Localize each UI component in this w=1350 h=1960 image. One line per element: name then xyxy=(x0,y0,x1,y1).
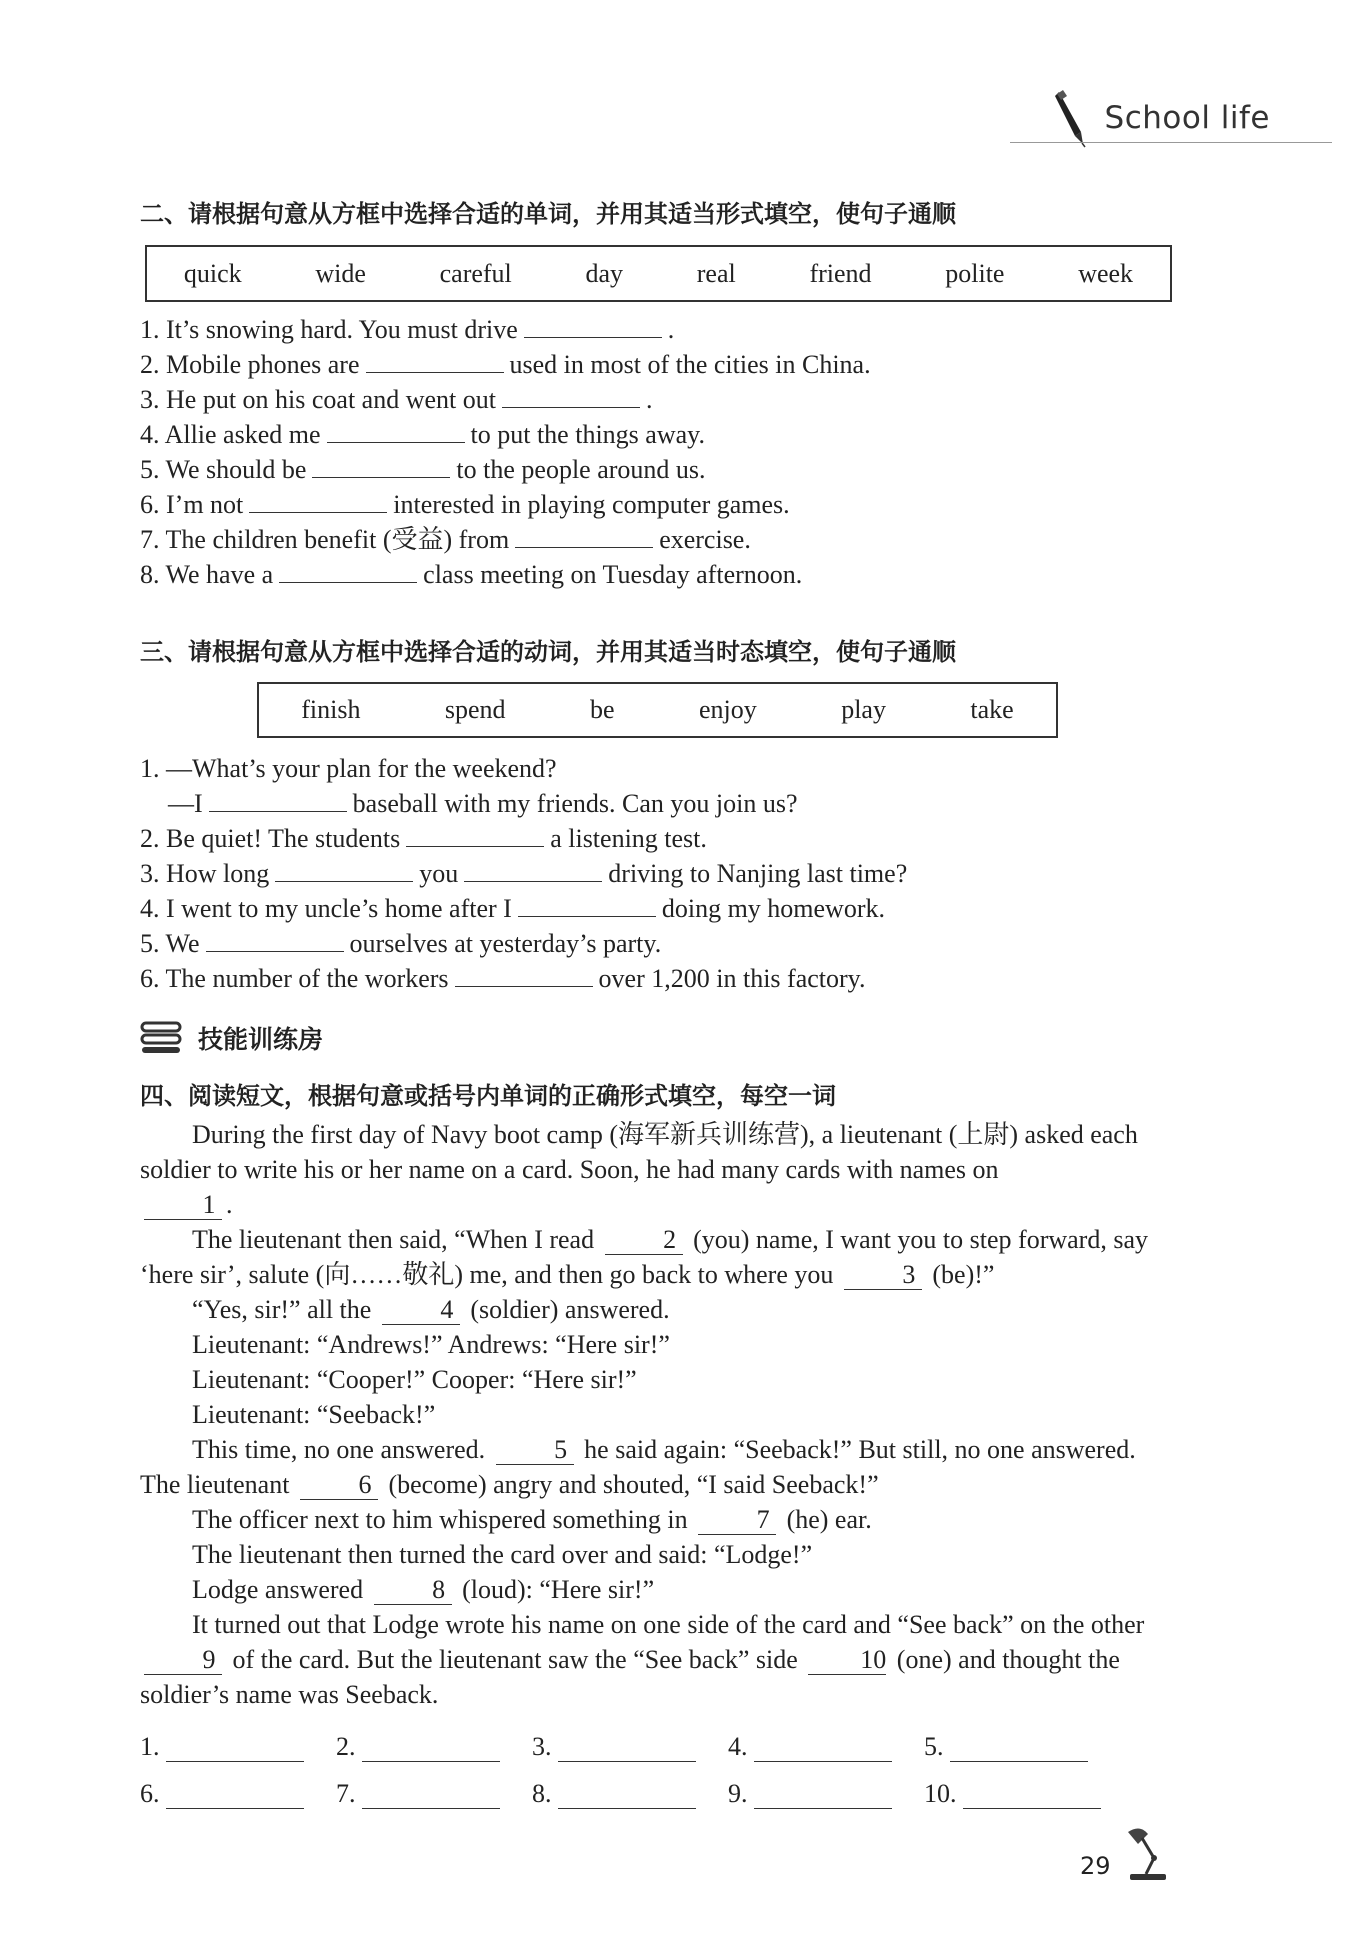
answer-number: 4. xyxy=(728,1732,748,1761)
question-text: 2. Mobile phones are xyxy=(140,350,360,379)
answer-blank[interactable] xyxy=(950,1737,1088,1762)
passage-text: (loud): “Here sir!” xyxy=(462,1575,655,1604)
question-text: —I xyxy=(168,789,203,818)
numbered-blank: 6 xyxy=(300,1471,378,1500)
passage-text: “Yes, sir!” all the xyxy=(192,1295,372,1324)
question-text: 1. —What’s your plan for the weekend? xyxy=(140,754,557,783)
answer-blank[interactable] xyxy=(455,962,593,987)
question-line xyxy=(140,382,1190,417)
answer-slot xyxy=(140,1779,336,1809)
passage-text: During the first day of Navy boot camp (海军新兵训练营), a lieutenant (上尉) asked each soldier to write his or her name on a card. Soon, he had many cards with names on xyxy=(140,1120,1138,1184)
question-text: 3. How long xyxy=(140,859,270,888)
word-box-item: real xyxy=(696,258,736,288)
question-line xyxy=(140,347,1190,382)
question-line xyxy=(140,751,1190,786)
question-text: class meeting on Tuesday afternoon. xyxy=(423,560,803,589)
answer-slot xyxy=(532,1779,728,1809)
numbered-blank: 3 xyxy=(844,1261,922,1290)
answer-row xyxy=(140,1715,1140,1762)
answer-blank[interactable] xyxy=(362,1737,500,1762)
question-text: 2. Be quiet! The students xyxy=(140,824,401,853)
answer-slot xyxy=(728,1732,924,1762)
passage-text: he said again: “Seeback!” But still, no one answered. The lieutenant xyxy=(140,1435,1136,1499)
passage-text: It turned out that Lodge wrote his name on one side of the card and “See back” on the other xyxy=(192,1610,1145,1639)
word-box-item: quick xyxy=(183,258,242,288)
answer-number: 5. xyxy=(924,1732,944,1761)
answer-blank[interactable] xyxy=(362,1784,500,1809)
question-text: . xyxy=(667,315,675,344)
question-text: you xyxy=(419,859,459,888)
answer-blank[interactable] xyxy=(327,418,465,443)
word-box-item: careful xyxy=(439,258,512,288)
section2-word-box xyxy=(145,245,1172,302)
header-rule xyxy=(1010,142,1332,143)
answer-blank[interactable] xyxy=(558,1784,696,1809)
header-title: School life xyxy=(1104,100,1270,136)
answer-slot xyxy=(924,1779,1120,1809)
answer-number: 1. xyxy=(140,1732,160,1761)
question-text: a listening test. xyxy=(550,824,707,853)
word-box-item: wide xyxy=(315,258,366,288)
question-text: 4. Allie asked me xyxy=(140,420,321,449)
word-box-item: take xyxy=(970,695,1014,724)
question-text: driving to Nanjing last time? xyxy=(608,859,908,888)
practice-icon xyxy=(140,1021,184,1055)
question-text: . xyxy=(646,385,653,414)
passage-paragraph xyxy=(140,1572,1170,1607)
passage-paragraph: Lieutenant: “Seeback!” xyxy=(192,1400,436,1429)
passage-paragraph: Lieutenant: “Cooper!” Cooper: “Here sir!” xyxy=(192,1365,637,1394)
answer-grid xyxy=(140,1715,1140,1809)
answer-number: 2. xyxy=(336,1732,356,1761)
answer-blank[interactable] xyxy=(515,523,653,548)
question-text: 5. We xyxy=(140,929,200,958)
answer-blank[interactable] xyxy=(524,313,662,338)
passage-text: (he) ear. xyxy=(786,1505,872,1534)
passage-text: (soldier) answered. xyxy=(470,1295,670,1324)
word-box-item: day xyxy=(585,258,624,288)
answer-blank[interactable] xyxy=(275,857,413,882)
answer-row xyxy=(140,1762,1140,1809)
question-text: 1. It’s snowing hard. You must drive xyxy=(140,315,518,344)
question-line xyxy=(140,891,1190,926)
answer-blank[interactable] xyxy=(963,1784,1101,1809)
question-line xyxy=(140,856,1190,891)
question-text: used in most of the cities in China. xyxy=(509,350,871,379)
question-line xyxy=(140,557,1190,592)
answer-blank[interactable] xyxy=(166,1737,304,1762)
question-line xyxy=(140,417,1190,452)
answer-blank[interactable] xyxy=(312,453,450,478)
question-line xyxy=(140,522,1190,557)
answer-number: 7. xyxy=(336,1779,356,1808)
question-text: 6. The number of the workers xyxy=(140,964,449,993)
answer-blank[interactable] xyxy=(279,558,417,583)
numbered-blank: 4 xyxy=(382,1296,460,1325)
numbered-blank: 2 xyxy=(605,1226,683,1255)
page-header xyxy=(1051,88,1270,148)
word-box-item: enjoy xyxy=(698,695,757,724)
numbered-blank: 7 xyxy=(698,1506,776,1535)
answer-blank[interactable] xyxy=(502,383,640,408)
word-box-item: finish xyxy=(301,695,361,724)
pen-icon xyxy=(1051,88,1097,148)
passage-text: (you) name, I want you to step forward, say ‘here sir’, salute (向……敬礼) me, and then go back to where you xyxy=(140,1225,1148,1289)
answer-blank[interactable] xyxy=(518,892,656,917)
question-text: ourselves at yesterday’s party. xyxy=(349,929,662,958)
passage-text: (one) and thought the soldier’s name was Seeback. xyxy=(140,1645,1120,1709)
answer-slot xyxy=(336,1779,532,1809)
question-text: to put the things away. xyxy=(470,420,705,449)
question-text: 7. The children benefit (受益) from xyxy=(140,525,510,554)
word-box-item: week xyxy=(1078,258,1134,288)
question-text: to the people around us. xyxy=(456,455,706,484)
passage-text: The lieutenant then said, “When I read xyxy=(192,1225,595,1254)
answer-blank[interactable] xyxy=(166,1784,304,1809)
numbered-blank: 10 xyxy=(808,1646,886,1675)
word-box-item: be xyxy=(590,695,615,724)
answer-slot xyxy=(140,1732,336,1762)
page-number: 29 xyxy=(1080,1852,1111,1880)
answer-blank[interactable] xyxy=(366,348,504,373)
answer-blank[interactable] xyxy=(249,488,387,513)
reading-passage xyxy=(140,1117,1170,1712)
answer-blank[interactable] xyxy=(558,1737,696,1762)
question-line xyxy=(140,821,1190,856)
numbered-blank: 1 xyxy=(144,1191,222,1220)
numbered-blank: 5 xyxy=(496,1436,574,1465)
word-box-item: play xyxy=(841,695,886,724)
question-text: baseball with my friends. Can you join us? xyxy=(352,789,798,818)
passage-paragraph: Lieutenant: “Andrews!” Andrews: “Here sir!” xyxy=(192,1330,670,1359)
answer-slot xyxy=(532,1732,728,1762)
answer-blank[interactable] xyxy=(754,1737,892,1762)
question-line xyxy=(140,312,1190,347)
word-box-item: spend xyxy=(444,695,506,724)
answer-slot xyxy=(924,1732,1120,1762)
passage-text: This time, no one answered. xyxy=(192,1435,486,1464)
practice-title: 技能训练房 xyxy=(198,1025,324,1054)
question-text: 6. I’m not xyxy=(140,490,244,519)
passage-text: Lodge answered xyxy=(192,1575,364,1604)
passage-paragraph xyxy=(140,1432,1170,1502)
word-box-item: friend xyxy=(809,258,872,288)
question-line xyxy=(140,926,1190,961)
answer-blank[interactable] xyxy=(464,857,602,882)
passage-text: (be)!” xyxy=(932,1260,995,1289)
passage-text: The officer next to him whispered something in xyxy=(192,1505,688,1534)
question-text: interested in playing computer games. xyxy=(393,490,790,519)
answer-number: 9. xyxy=(728,1779,748,1808)
desk-lamp-icon xyxy=(1118,1824,1178,1884)
question-text: 8. We have a xyxy=(140,560,274,589)
passage-text: of the card. But the lieutenant saw the “See back” side xyxy=(232,1645,798,1674)
answer-blank[interactable] xyxy=(754,1784,892,1809)
numbered-blank: 9 xyxy=(144,1646,222,1675)
question-line xyxy=(140,786,1190,821)
answer-number: 3. xyxy=(532,1732,552,1761)
question-text: 4. I went to my uncle’s home after I xyxy=(140,894,512,923)
answer-blank[interactable] xyxy=(209,787,347,812)
question-text: doing my homework. xyxy=(661,894,885,923)
section3-title: 三、请根据句意从方框中选择合适的动词，并用其适当时态填空，使句子通顺 xyxy=(140,638,956,666)
question-text: exercise. xyxy=(659,525,751,554)
question-text: over 1,200 in this factory. xyxy=(598,964,866,993)
section2-title: 二、请根据句意从方框中选择合适的单词，并用其适当形式填空，使句子通顺 xyxy=(140,200,956,228)
question-line xyxy=(140,487,1190,522)
question-line xyxy=(140,452,1190,487)
question-text: 5. We should be xyxy=(140,455,307,484)
passage-paragraph xyxy=(140,1292,1170,1327)
answer-slot xyxy=(728,1779,924,1809)
passage-paragraph xyxy=(140,1222,1170,1292)
answer-number: 6. xyxy=(140,1779,160,1808)
answer-blank[interactable] xyxy=(206,927,344,952)
section4-title: 四、阅读短文，根据句意或括号内单词的正确形式填空，每空一词 xyxy=(140,1082,836,1110)
answer-blank[interactable] xyxy=(406,822,544,847)
answer-slot xyxy=(336,1732,532,1762)
section3-questions xyxy=(140,751,1190,996)
section2-questions xyxy=(140,312,1190,592)
passage-paragraph xyxy=(140,1607,1170,1712)
section3-word-box xyxy=(257,682,1058,738)
numbered-blank: 8 xyxy=(374,1576,452,1605)
passage-paragraph xyxy=(140,1502,1170,1537)
passage-paragraph: During the first day of Navy boot camp (海军新兵训练营), a lieutenant (上尉) asked each soldier to write his or her name on a card. Soon, he had many cards with names on 1 . xyxy=(140,1120,1138,1219)
passage-paragraph: The lieutenant then turned the card over and said: “Lodge!” xyxy=(192,1540,813,1569)
answer-number: 8. xyxy=(532,1779,552,1808)
word-box-item: polite xyxy=(945,258,1005,288)
question-line xyxy=(140,961,1190,996)
passage-text: (become) angry and shouted, “I said Seeback!” xyxy=(388,1470,879,1499)
question-text: 3. He put on his coat and went out xyxy=(140,385,496,414)
practice-heading xyxy=(140,1020,323,1056)
answer-number: 10. xyxy=(924,1779,957,1808)
